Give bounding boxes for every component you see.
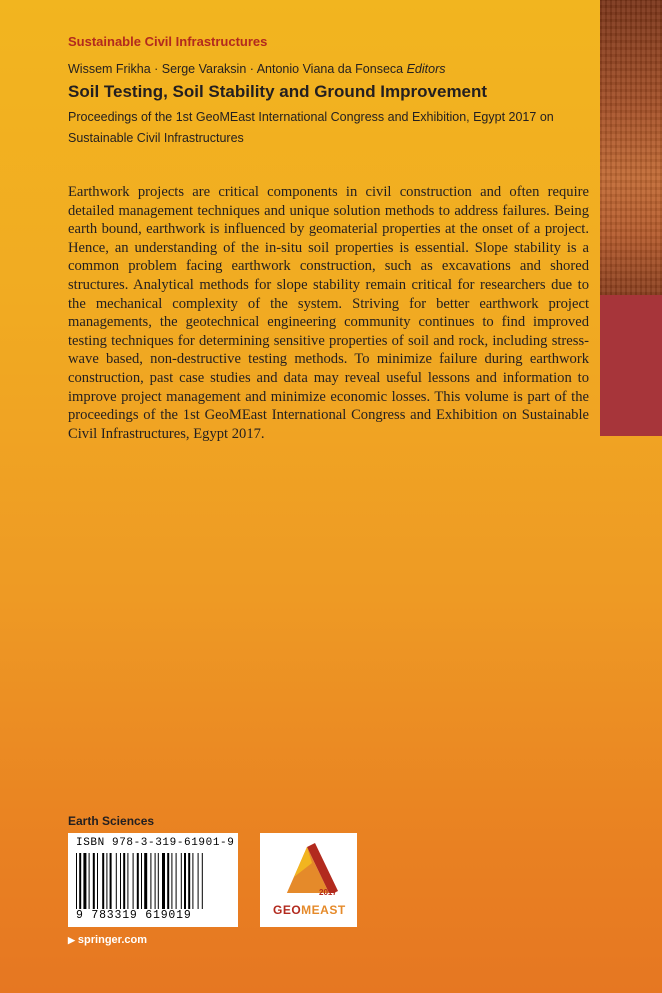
pyramid-icon [260,833,357,893]
cover-side-band [600,295,662,436]
editors-role: Editors [406,62,446,76]
isbn-label: ISBN 978-3-319-61901-9 [76,837,235,849]
book-description: Earthwork projects are critical components in civil construction and often require detailed management techniques and unique solution methods to address failures. Being earth bound, earthwork is influenced by geomaterial properties at the onset of a project. Hence, an understanding of the in-situ soil properties is essential. Slope stability is a common problem facing earthwork construction, such as excavations and shored structures. Analytical methods for slope stability remain critical for researchers due to the mechanical complexity of the system. Striving for better earthwork project managements, the geotechnical engineering community continues to find improved testing techniques for determining sensitive properties of soil and rock, including stress-wave based, non-destructive testing methods. To minimize failure during earthwork construction, past case studies and data may reveal useful lessons and information to improve project management and minimize economic losses. This volume is part of the proceedings of the 1st GeoMEast International Congress and Exhibition on Sustainable Civil Infrastructures, Egypt 2017. [68,184,589,442]
arrow-icon: ▶ [68,935,75,945]
isbn-barcode [68,833,238,927]
subject-label: Earth Sciences [68,814,155,828]
website-label: springer.com [77,934,147,946]
cover-side-photo [600,0,662,295]
editors-line [68,62,446,76]
book-title: Soil Testing, Soil Stability and Ground Improvement [68,82,488,101]
barcode-digits: 9 783319 619019 [76,909,192,922]
logo-name-geo: GEO [273,903,302,917]
logo-year: 2017 [319,888,337,897]
publisher-website[interactable] [68,934,147,946]
logo-name-meast: MEAST [301,903,346,917]
book-subtitle: Proceedings of the 1st GeoMEast International Congress and Exhibition, Egypt 2017 on Sustainable Civil Infrastructures [68,110,554,145]
logo-name [273,903,346,917]
editor-names: Wissem Frikha · Serge Varaksin · Antonio Viana da Fonseca [68,62,404,76]
geomeast-logo [260,833,357,927]
series-title: Sustainable Civil Infrastructures [68,34,268,49]
barcode-bars [76,853,230,909]
